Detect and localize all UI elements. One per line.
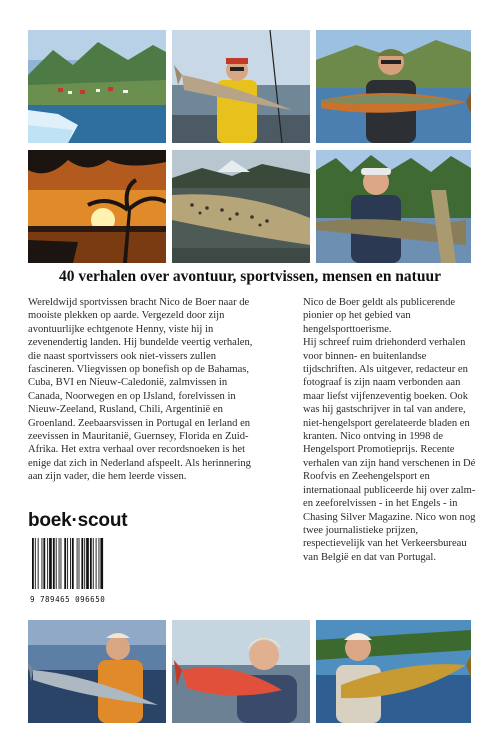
barcode-bar [64, 538, 66, 589]
author-bio [303, 296, 479, 564]
photo-sunset-palms [28, 150, 166, 263]
publisher-logo: boek·scout [28, 510, 128, 531]
barcode-bar [99, 538, 100, 589]
isbn-barcode [30, 538, 127, 604]
barcode-bar [42, 538, 43, 589]
barcode-bar [38, 538, 39, 589]
barcode-bars [30, 538, 127, 589]
barcode-bar [100, 538, 103, 589]
barcode-bar [56, 538, 57, 589]
photo-angler-char [316, 30, 471, 143]
barcode-bar [43, 538, 45, 589]
barcode-bar [49, 538, 52, 589]
photo-trout-water [172, 150, 310, 263]
headline: 40 verhalen over avontuur, sportvissen, mensen en natuur [59, 268, 441, 285]
photo-greenland-village [28, 30, 166, 143]
barcode-bar [96, 538, 97, 589]
author-bio-details: Hij schreef ruim driehonderd verhalen voor binnen- en buitenlandse tijdschriften. Als uitgever, redacteur en fotograaf is zijn naam verbonden aan maar liefst vijfenzeventig boeken. Ook was hij gastschrijver in tal van andere, niet-hengelsport gerelateerde bladen en kranten. Nico ontving in 1998 de Hengelsport Promotieprijs. Recente verhalen van zijn hand verschenen in Dé Roofvis en Zeehengelsport en internationaal publiceerde hij over zalm- en zeeforelvissen - in het Engels - in Chasing Silver Magazine. Nico won nog twee journalistieke prijzen, respectievelijk van het Verkeersbureau van België en dat van Portugal. [303, 337, 476, 563]
barcode-bar [47, 538, 48, 589]
photo-angler-barracuda [28, 620, 166, 723]
barcode-bar [61, 538, 62, 589]
barcode-bar [59, 538, 60, 589]
barcode-bar [77, 538, 78, 589]
barcode-bar [72, 538, 74, 589]
barcode-bar [79, 538, 80, 589]
barcode-bar [90, 538, 92, 589]
barcode-bar [53, 538, 55, 589]
photo-angler-shark [172, 30, 310, 143]
barcode-bar [81, 538, 83, 589]
photo-angler-golden-fish [316, 620, 471, 723]
photo-angler-pike [316, 150, 471, 263]
photo-woman-redfish [172, 620, 310, 723]
barcode-bar [67, 538, 68, 589]
description-text [28, 296, 256, 484]
barcode-digits: 9 789465 096650 [30, 595, 106, 604]
barcode-bar [32, 538, 34, 589]
author-bio-intro: Nico de Boer geldt als publicerende pionier op het gebied van hengelsporttoerisme. [303, 297, 456, 335]
barcode-bar [70, 538, 71, 589]
barcode-bar [84, 538, 85, 589]
barcode-bar [35, 538, 36, 589]
description-paragraph: Wereldwijd sportvissen bracht Nico de Boer naar de mooiste plekken op aarde. Vergezeld door zijn avontuurlijke echtgenote Henny, viste hij in zevenendertig landen. Hij bundelde veertig verhalen, die naast sportvissers ook niet-vissers zullen fascineren. Vliegvissen op bonefish op de Bahamas, Cuba, BVI en Nieuw-Caledonië, zalmvissen in Canada, Noorwegen en op IJsland, forelvissen in Nieuw-Zeeland, Rusland, Chili, Argentinië en Groenland. Zeebaarsvissen in Portugal en Ierland en zeevissen in Mauritanië, Guernsey, Florida en Zuid-Afrika. Het extra verhaal over recordsnoeken is het enige dat zich in Nederland afspeelt. Als herinnering aan zijn vader, die hem leerde vissen. [28, 297, 253, 483]
barcode-bar [93, 538, 94, 589]
barcode-bar [86, 538, 89, 589]
